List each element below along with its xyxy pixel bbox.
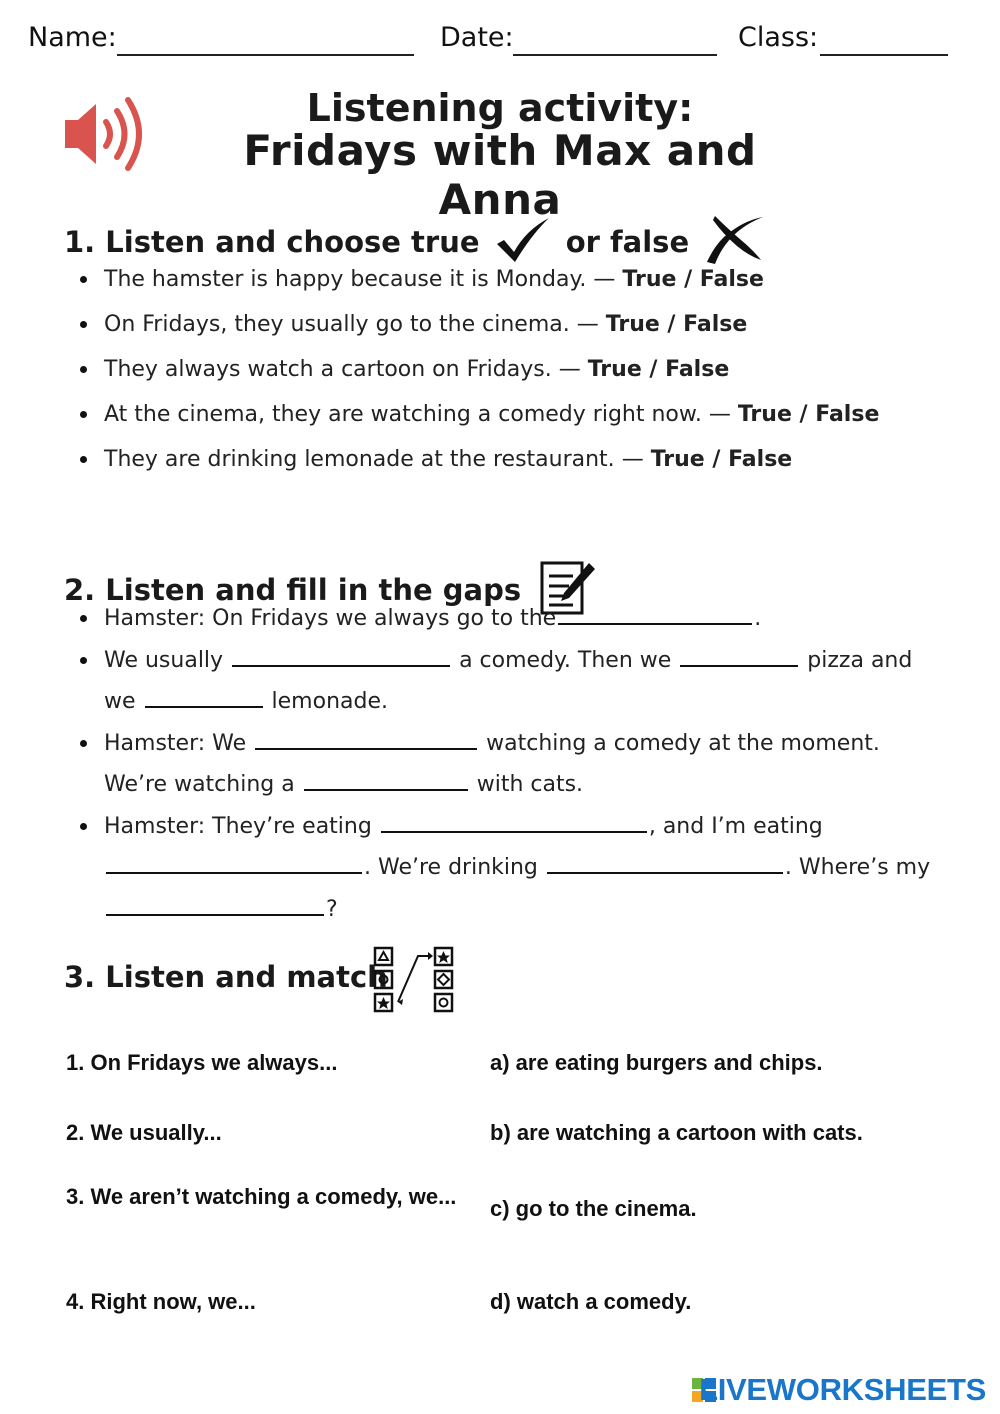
true-false-options[interactable]: True / False	[622, 267, 764, 292]
class-label: Class:	[738, 22, 819, 53]
fill-gaps-list	[78, 598, 938, 930]
liveworksheets-logo[interactable]: LIVEWORKSHEETS	[699, 1372, 986, 1407]
speaker-icon[interactable]	[60, 94, 152, 174]
list-item: They are drinking lemonade at the restaurant. — True / False	[78, 437, 938, 482]
gap-blank[interactable]	[145, 684, 263, 708]
gap-blank[interactable]	[304, 767, 468, 791]
gap-blank[interactable]	[106, 850, 362, 874]
list-item: We usually a comedy. Then we pizza and we lemonade.	[78, 640, 938, 723]
match-right-a[interactable]: a) are eating burgers and chips.	[490, 1050, 823, 1075]
section-1-title-a: 1. Listen and choose true	[64, 225, 480, 259]
true-false-options[interactable]: True / False	[605, 312, 748, 337]
match-right-b[interactable]: b) are watching a cartoon with cats.	[490, 1120, 863, 1145]
list-item: They always watch a cartoon on Fridays. — True / False	[78, 347, 938, 392]
match-left-4[interactable]: 4. Right now, we...	[66, 1289, 256, 1314]
title-line-1: Listening activity:	[306, 86, 694, 130]
name-label: Name:	[28, 22, 117, 53]
gap-blank[interactable]	[680, 643, 798, 667]
match-left-1[interactable]: 1. On Fridays we always...	[66, 1050, 338, 1075]
gap-blank[interactable]	[255, 726, 477, 750]
name-field[interactable]	[117, 54, 414, 56]
gap-blank[interactable]	[381, 809, 647, 833]
true-false-list	[78, 257, 938, 482]
section-3-title	[64, 960, 388, 994]
match-left-2[interactable]: 2. We usually...	[66, 1120, 222, 1145]
section-1-title-b: or false	[565, 225, 690, 259]
match-right-d[interactable]: d) watch a comedy.	[490, 1289, 692, 1314]
list-item: The hamster is happy because it is Monday. — True / False	[78, 257, 938, 302]
section-3-title-text: 3. Listen and match	[64, 960, 388, 994]
date-field[interactable]	[513, 54, 717, 56]
gap-blank[interactable]	[106, 892, 324, 916]
section-2-title-text: 2. Listen and fill in the gaps	[64, 573, 522, 607]
date-label: Date:	[440, 22, 514, 53]
title-line-2: Fridays with Max and Anna	[243, 126, 757, 224]
list-item: Hamster: On Fridays we always go to the .	[78, 598, 938, 640]
gap-blank[interactable]	[558, 601, 752, 625]
match-left-3[interactable]: 3. We aren’t watching a comedy, we...	[66, 1184, 457, 1209]
list-item: On Fridays, they usually go to the cinema. — True / False	[78, 302, 938, 347]
statement-text: They always watch a cartoon on Fridays.	[104, 357, 552, 382]
true-false-options[interactable]: True / False	[737, 402, 880, 427]
statement-text: At the cinema, they are watching a comedy right now.	[104, 402, 702, 427]
statement-text: The hamster is happy because it is Monday.	[104, 267, 587, 292]
true-false-options[interactable]: True / False	[587, 357, 730, 382]
class-field[interactable]	[820, 54, 948, 56]
list-item: Hamster: They’re eating , and I’m eating . We’re drinking . Where’s my ?	[78, 806, 938, 931]
statement-text: They are drinking lemonade at the restaurant.	[104, 447, 615, 472]
list-item: At the cinema, they are watching a comedy right now. — True / False	[78, 392, 894, 437]
list-item: Hamster: We watching a comedy at the moment. We’re watching a with cats.	[78, 723, 938, 806]
gap-blank[interactable]	[232, 643, 450, 667]
true-false-options[interactable]: True / False	[650, 447, 793, 472]
gap-blank[interactable]	[547, 850, 783, 874]
match-arrows-icon	[372, 945, 458, 1015]
statement-text: On Fridays, they usually go to the cinema.	[104, 312, 570, 337]
match-right-c[interactable]: c) go to the cinema.	[490, 1196, 697, 1221]
